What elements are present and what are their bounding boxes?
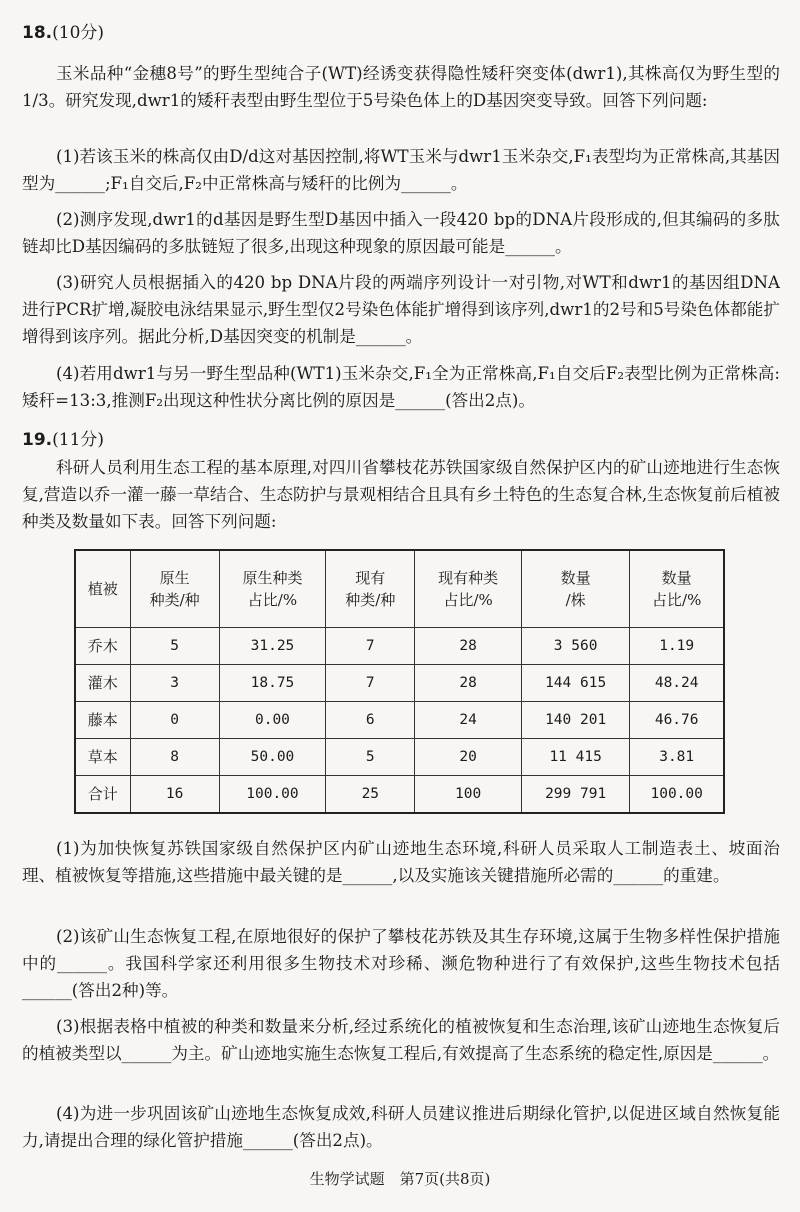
question-score: (11分) [52,430,105,450]
header-cell: 原生种类 占比/% [219,550,326,628]
q18-part-4: (4)若用dwr1与另一野生型品种(WT1)玉米杂交,F₁全为正常株高,F₁自交后F₂表型比例为正常株高:矮秆=13:3,推测F₂出现这种性状分离比例的原因是______(答出2点)。 [22,364,780,410]
q19-intro: 科研人员利用生态工程的基本原理,对四川省攀枝花苏铁国家级自然保护区内的矿山迹地进行生态恢复,营造以乔一灌一藤一草结合、生态防护与景观相结合且具有乡土特色的生态复合林,生态恢复前后植被种类及数量如下表。回答下列问题: [22,458,780,531]
table-cell: 299 791 [521,776,629,814]
table-cell: 140 201 [521,702,629,739]
header-cell: 现有 种类/种 [326,550,415,628]
q18-part-1: (1)若该玉米的株高仅由D/d这对基因控制,将WT玉米与dwr1玉米杂交,F₁表型均为正常株高,其基因型为______;F₁自交后,F₂中正常株高与矮秆的比例为______。 [22,147,780,193]
q18-part-2: (2)测序发现,dwr1的d基因是野生型D基因中插入一段420 bp的DNA片段形成的,但其编码的多肽链却比D基因编码的多肽链短了很多,出现这种现象的原因最可能是______。 [22,210,780,256]
page-footer: 生物学试题 第7页(共8页) [309,1170,491,1188]
q19-part-4: (4)为进一步巩固该矿山迹地生态恢复成效,科研人员建议推进后期绿化管护,以促进区域自然恢复能力,请提出合理的绿化管护措施______(答出2点)。 [22,1104,780,1150]
q18-part-3: (3)研究人员根据插入的420 bp DNA片段的两端序列设计一对引物,对WT和dwr1的基因组DNA进行PCR扩增,凝胶电泳结果显示,野生型仅2号染色体能扩增得到该序列,dwr1的2号和5号染色体都能扩增得到该序列。据此分析,D基因突变的机制是______。 [22,273,780,346]
table-cell: 灌木 [75,665,130,702]
header-cell: 现有种类 占比/% [415,550,522,628]
table-cell: 100.00 [219,776,326,814]
header-cell: 数量 /株 [521,550,629,628]
table-cell: 7 [326,628,415,665]
q19-part-2: (2)该矿山生态恢复工程,在原地很好的保护了攀枝花苏铁及其生存环境,这属于生物多样性保护措施中的______。我国科学家还利用很多生物技术对珍稀、濒危物种进行了有效保护,这些生物技术包括______(答出2种)等。 [22,927,780,1000]
header-cell: 数量 占比/% [630,550,724,628]
table-row [75,628,724,665]
table-cell: 31.25 [219,628,326,665]
vegetation-table [74,549,725,814]
table-row [75,739,724,776]
table-cell: 8 [130,739,219,776]
question-score: (10分) [52,23,105,43]
table-cell: 24 [415,702,522,739]
table-cell: 100 [415,776,522,814]
table-cell: 0.00 [219,702,326,739]
q18-intro: 玉米品种“金穗8号”的野生型纯合子(WT)经诱变获得隐性矮秆突变体(dwr1),其株高仅为野生型的1/3。研究发现,dwr1的矮秆表型由野生型位于5号染色体上的D基因突变导致。回答下列问题: [22,64,780,110]
table-cell: 50.00 [219,739,326,776]
table-cell: 1.19 [630,628,724,665]
question-19-header [22,425,104,450]
table-cell: 28 [415,628,522,665]
question-number: 19. [22,430,53,450]
header-cell: 原生 种类/种 [130,550,219,628]
table-cell: 18.75 [219,665,326,702]
table-cell: 28 [415,665,522,702]
table-row [75,776,724,814]
table-cell: 5 [130,628,219,665]
table-cell: 草本 [75,739,130,776]
table-cell: 藤本 [75,702,130,739]
table-cell: 7 [326,665,415,702]
header-cell: 植被 [75,550,130,628]
table-cell: 合计 [75,776,130,814]
table-cell: 3.81 [630,739,724,776]
table-cell: 16 [130,776,219,814]
q19-part-3: (3)根据表格中植被的种类和数量来分析,经过系统化的植被恢复和生态治理,该矿山迹地生态恢复后的植被类型以______为主。矿山迹地实施生态恢复工程后,有效提高了生态系统的稳定性,原因是______。 [22,1017,780,1063]
table-cell: 3 [130,665,219,702]
table-cell: 6 [326,702,415,739]
table-cell: 11 415 [521,739,629,776]
q19-part-1: (1)为加快恢复苏铁国家级自然保护区内矿山迹地生态环境,科研人员采取人工制造表土、坡面治理、植被恢复等措施,这些措施中最关键的是______,以及实施该关键措施所必需的______的重建。 [22,839,780,885]
table-cell: 46.76 [630,702,724,739]
table-row [75,702,724,739]
table-row [75,665,724,702]
table-cell: 5 [326,739,415,776]
table-cell: 144 615 [521,665,629,702]
table-cell: 乔木 [75,628,130,665]
table-cell: 100.00 [630,776,724,814]
question-18-header [22,18,104,43]
table-cell: 20 [415,739,522,776]
table-cell: 0 [130,702,219,739]
table-header-row [75,550,724,628]
table-cell: 48.24 [630,665,724,702]
table-cell: 3 560 [521,628,629,665]
question-number: 18. [22,23,53,43]
table-cell: 25 [326,776,415,814]
